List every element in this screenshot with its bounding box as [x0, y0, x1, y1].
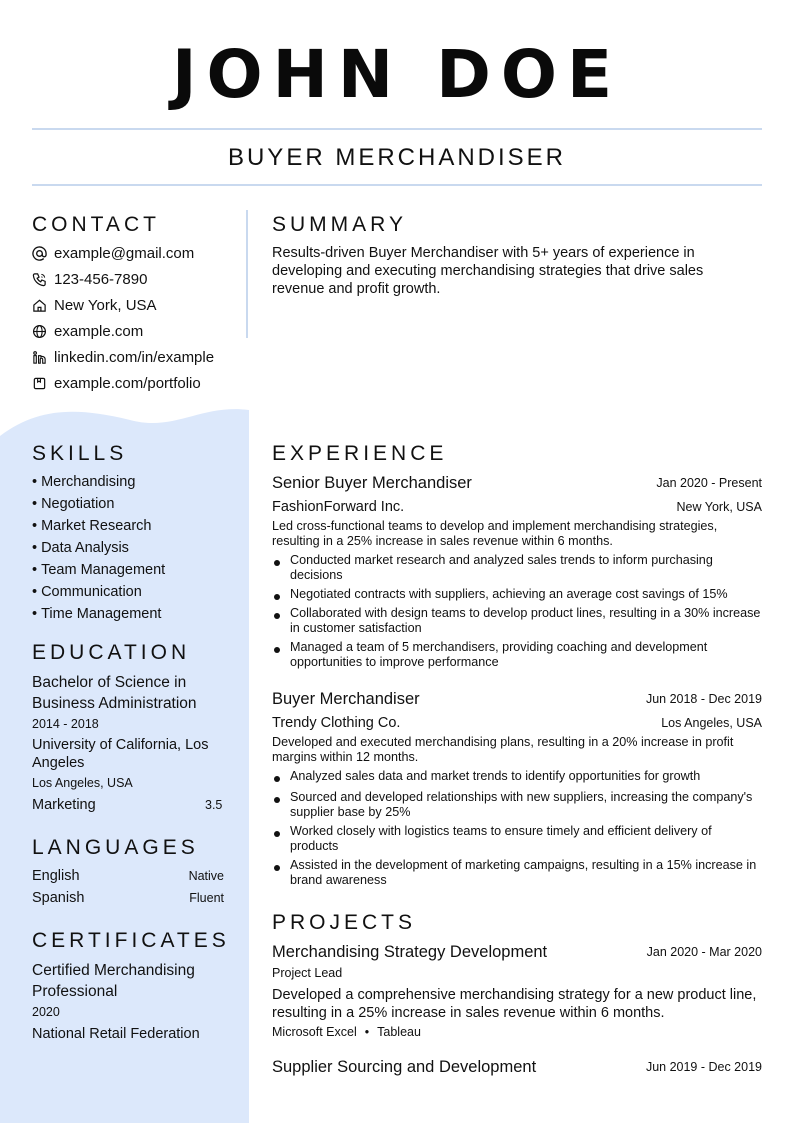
job-company: FashionForward Inc.	[272, 499, 405, 515]
project-title: Merchandising Strategy Development	[272, 943, 548, 961]
skill-item: • Market Research	[32, 516, 151, 536]
globe-icon	[32, 324, 47, 339]
job-bullet: Assisted in the development of marketing campaigns, resulting in a 15% increase in brand awareness	[272, 858, 762, 888]
job-description: Developed and executed merchandising plans, resulting in a 20% increase in profit margins within 12 months.	[272, 735, 734, 764]
contact-linkedin[interactable]	[32, 347, 214, 367]
project-dates: Jan 2020 - Mar 2020	[646, 945, 762, 959]
linkedin-icon	[32, 350, 47, 365]
contact-phone[interactable]	[32, 269, 147, 289]
job-location: Los Angeles, USA	[661, 716, 762, 730]
job-description: Led cross-functional teams to develop and implement merchandising strategies, resulting in a 25% increase in sales revenue within 6 months.	[272, 519, 718, 548]
experience-heading: EXPERIENCE	[272, 442, 448, 465]
phone-icon	[32, 272, 47, 287]
job-bullet: Worked closely with logistics teams to ensure timely and efficient delivery of products	[272, 824, 762, 854]
header-bottom-divider	[32, 184, 762, 186]
contact-portfolio[interactable]	[32, 373, 201, 393]
certificates-heading: CERTIFICATES	[32, 929, 230, 952]
certificate-name: Certified Merchandising Professional	[32, 962, 195, 1000]
contact-website-text: example.com	[54, 322, 144, 340]
job-title: Senior Buyer Merchandiser	[272, 474, 472, 492]
contact-location	[32, 295, 157, 315]
skill-item: • Team Management	[32, 560, 165, 580]
job-company: Trendy Clothing Co.	[272, 715, 401, 731]
education-degree: Bachelor of Science in Business Administration	[32, 674, 197, 712]
education-gpa: 3.5	[205, 798, 223, 812]
job-dates: Jun 2018 - Dec 2019	[645, 692, 762, 706]
job-title: Buyer Merchandiser	[272, 690, 420, 708]
job-bullet: Sourced and developed relationships with new suppliers, increasing the company's supplier base by 25%	[272, 790, 762, 820]
languages-heading: LANGUAGES	[32, 836, 199, 859]
summary-heading: SUMMARY	[272, 213, 407, 236]
contact-website[interactable]	[32, 321, 143, 341]
at-icon	[32, 246, 47, 261]
job-bullet-list	[272, 769, 762, 888]
job-bullet: Collaborated with design teams to develop product lines, resulting in a 30% increase in customer satisfaction	[272, 606, 762, 636]
project-description: Developed a comprehensive merchandising strategy for a new product line, resulting in a 25% increase in sales revenue within 6 months.	[272, 987, 757, 1021]
project-role: Project Lead	[272, 966, 343, 980]
job-bullet: Managed a team of 5 merchandisers, providing coaching and development opportunities to improve performance	[272, 640, 762, 670]
education-years: 2014 - 2018	[32, 717, 99, 731]
skills-heading: SKILLS	[32, 442, 128, 465]
portfolio-icon	[32, 376, 47, 391]
education-field: Marketing	[32, 797, 96, 813]
language-level: Native	[188, 869, 224, 883]
education-location: Los Angeles, USA	[32, 776, 133, 790]
skill-item: • Data Analysis	[32, 538, 129, 558]
contact-linkedin-text: linkedin.com/in/example	[54, 348, 215, 366]
skill-item: • Negotiation	[32, 494, 114, 514]
skill-item: • Time Management	[32, 604, 161, 624]
candidate-name: JOHN DOE	[171, 36, 623, 113]
language-name: English	[32, 868, 80, 884]
education-school: University of California, Los Angeles	[32, 737, 209, 771]
certificate-issuer: National Retail Federation	[32, 1026, 200, 1042]
job-bullet: Negotiated contracts with suppliers, achieving an average cost savings of 15%	[272, 587, 762, 602]
contact-location-text: New York, USA	[54, 296, 157, 314]
project-tool: Tableau	[377, 1025, 421, 1039]
contact-email[interactable]	[32, 243, 194, 263]
project-dates: Jun 2019 - Dec 2019	[645, 1060, 762, 1074]
skill-item: • Communication	[32, 582, 142, 602]
contact-email-text: example@gmail.com	[54, 244, 195, 262]
home-icon	[32, 298, 47, 313]
contact-portfolio-text: example.com/portfolio	[54, 374, 201, 392]
language-name: Spanish	[32, 890, 85, 906]
tool-separator-icon: •	[364, 1025, 370, 1039]
column-divider	[246, 210, 248, 338]
skill-item: • Merchandising	[32, 472, 135, 492]
contact-heading: CONTACT	[32, 213, 160, 236]
job-role-title: BUYER MERCHANDISER	[227, 144, 567, 171]
language-level: Fluent	[189, 891, 224, 905]
job-dates: Jan 2020 - Present	[656, 476, 762, 490]
job-bullet: Conducted market research and analyzed sales trends to inform purchasing decisions	[272, 553, 762, 583]
job-bullet-list	[272, 553, 762, 670]
certificate-year: 2020	[32, 1005, 60, 1019]
projects-heading: PROJECTS	[272, 911, 417, 934]
header-top-divider	[32, 128, 762, 130]
job-location: New York, USA	[676, 500, 762, 514]
project-tools	[272, 1024, 421, 1040]
summary-text: Results-driven Buyer Merchandiser with 5+ years of experience in developing and executing merchandising strategies that drive sales revenue and profit growth.	[272, 245, 704, 297]
project-title: Supplier Sourcing and Development	[272, 1058, 537, 1076]
contact-phone-text: 123-456-7890	[54, 270, 148, 288]
education-heading: EDUCATION	[32, 641, 191, 664]
job-bullet: Analyzed sales data and market trends to identify opportunities for growth	[272, 769, 762, 784]
project-tool: Microsoft Excel	[272, 1025, 357, 1039]
